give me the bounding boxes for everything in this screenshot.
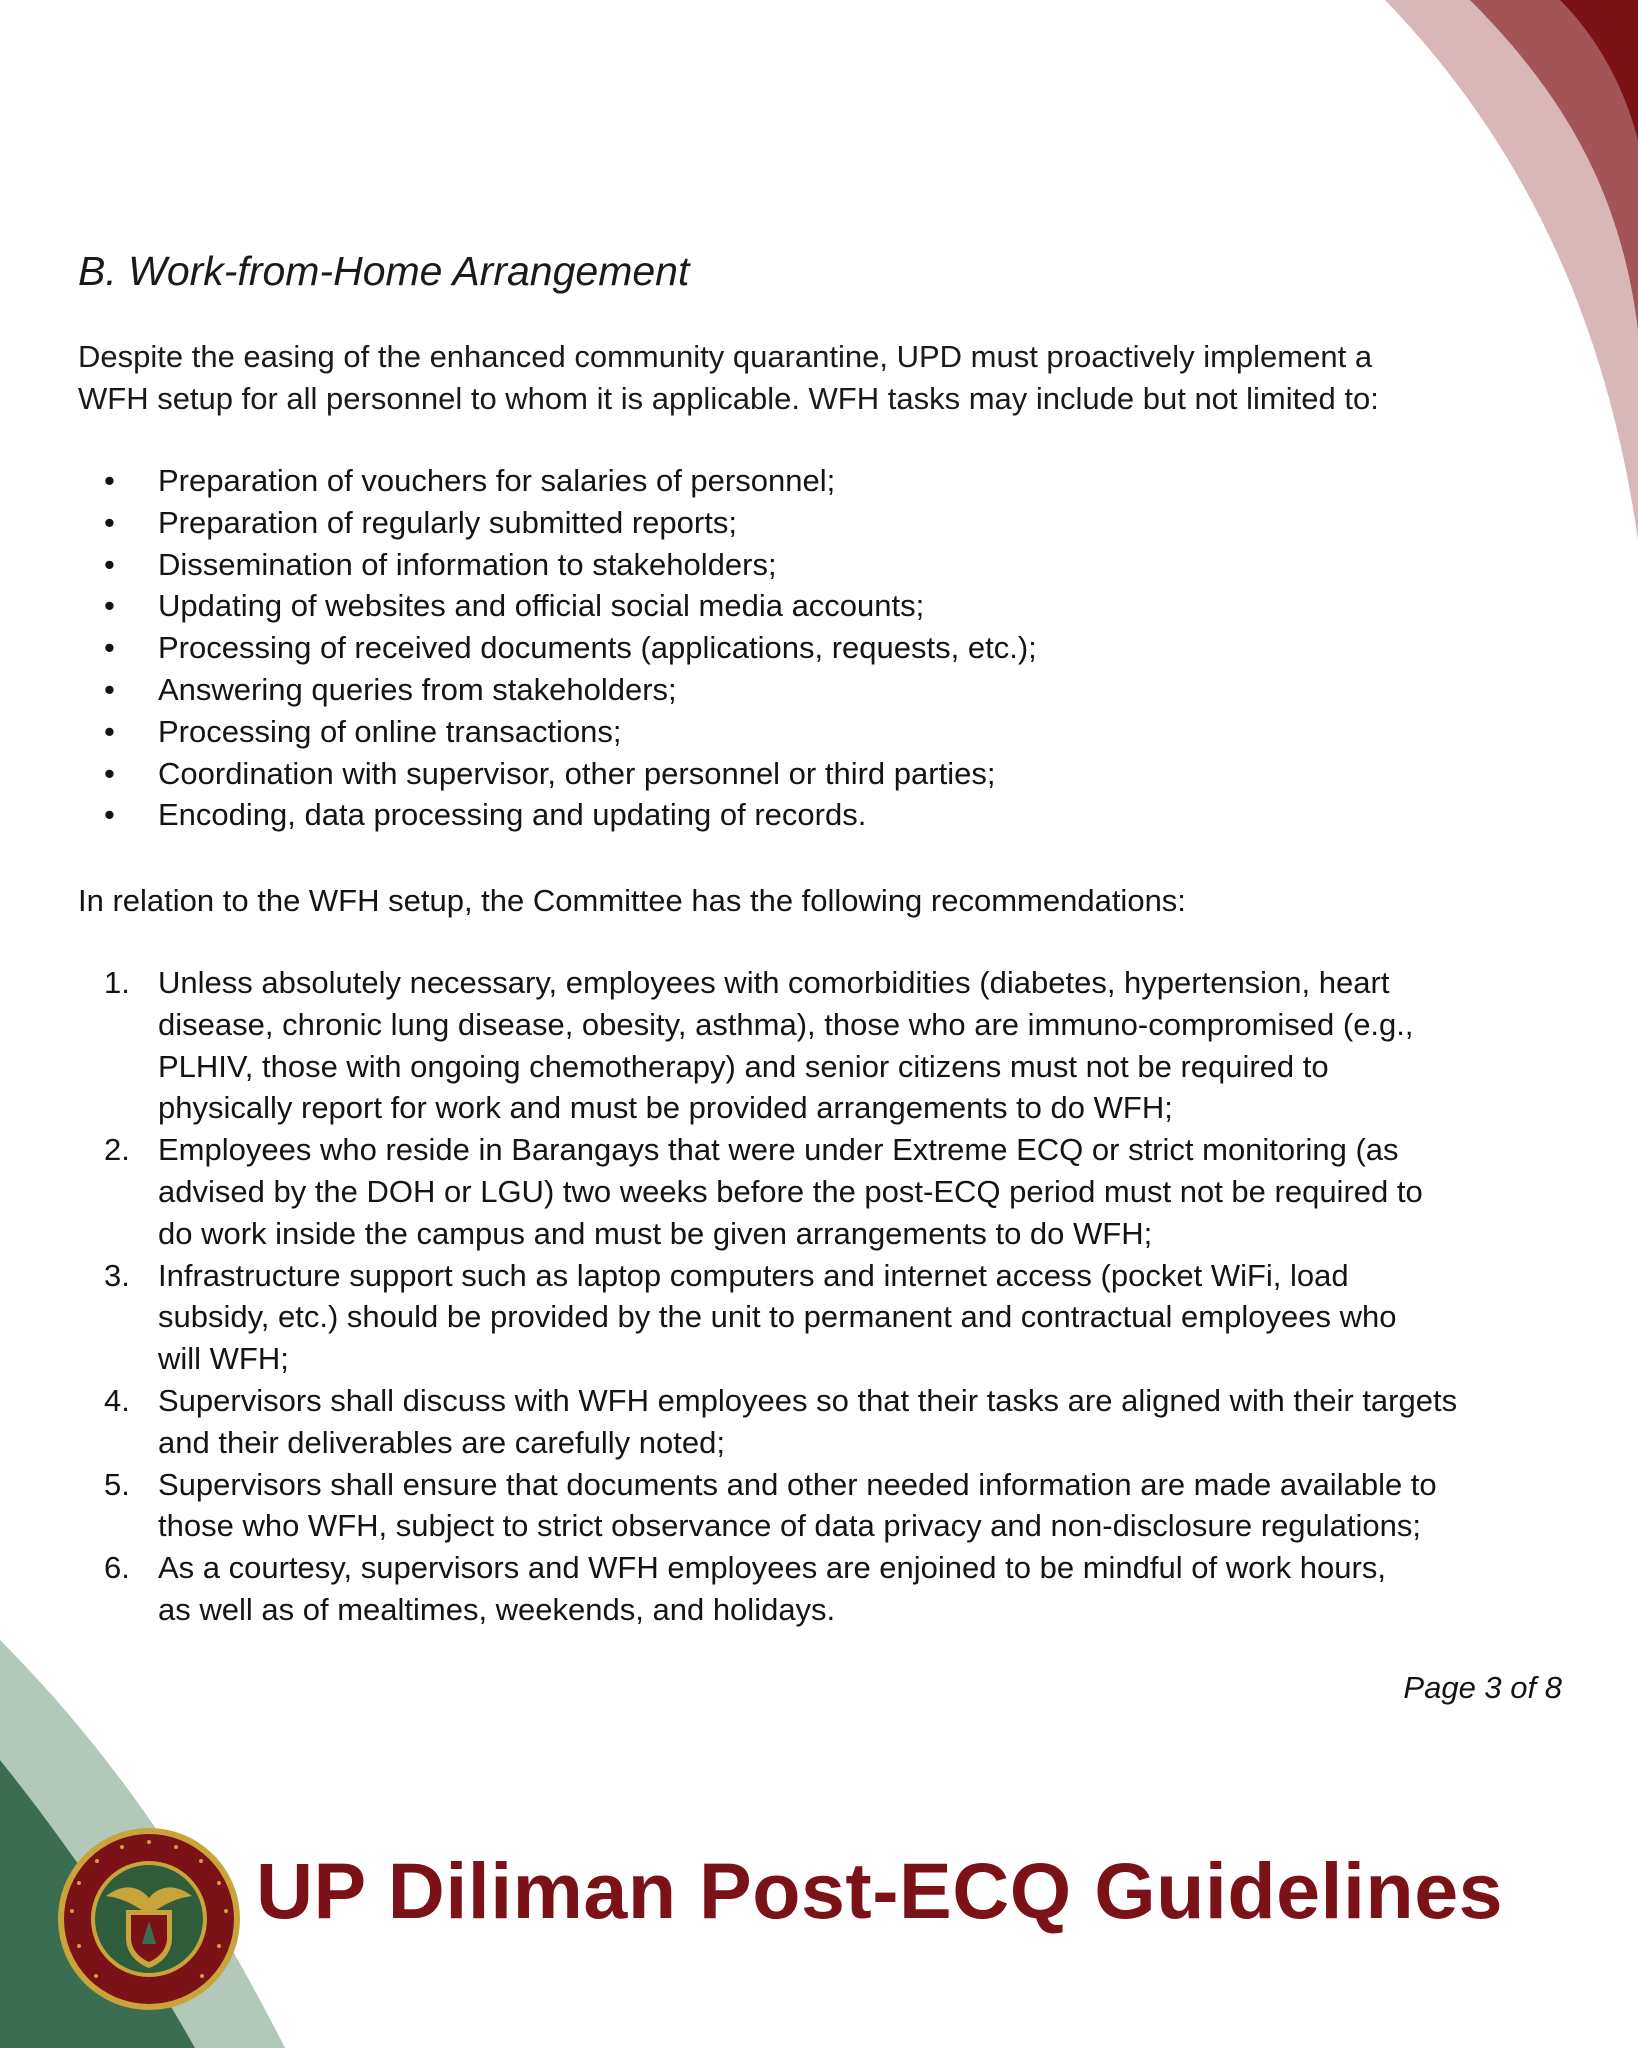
- list-item: [78, 544, 1037, 586]
- item-line: Employees who reside in Barangays that were under Extreme ECQ or strict monitoring (as: [158, 1132, 1399, 1168]
- recommendation-item: [78, 1255, 1457, 1380]
- list-item: [78, 502, 1037, 544]
- list-item-text: Encoding, data processing and updating of records.: [158, 797, 867, 833]
- item-line: Supervisors shall discuss with WFH employees so that their tasks are aligned with their targets: [158, 1382, 1458, 1418]
- item-line: Supervisors shall ensure that documents and other needed information are made available to: [158, 1466, 1437, 1502]
- item-number: 4.: [104, 1382, 130, 1418]
- bullet: •: [104, 588, 115, 624]
- list-item: [78, 585, 1037, 627]
- bullet: •: [104, 463, 115, 498]
- wfh-task-list: [78, 460, 1037, 836]
- recommendation-item: [78, 1464, 1457, 1548]
- intro-line: Despite the easing of the enhanced community quarantine, UPD must proactively implement a: [78, 339, 1373, 374]
- item-line: do work inside the campus and must be given arrangements to do WFH;: [158, 1215, 1153, 1251]
- list-item-text: Answering queries from stakeholders;: [158, 671, 677, 707]
- item-line: PLHIV, those with ongoing chemotherapy) and senior citizens must not be required to: [158, 1048, 1329, 1084]
- recommendation-item: [78, 1380, 1457, 1464]
- list-item-text: Processing of online transactions;: [158, 713, 622, 749]
- item-line: Unless absolutely necessary, employees with comorbidities (diabetes, hypertension, heart: [158, 965, 1390, 1000]
- list-item-text: Coordination with supervisor, other personnel or third parties;: [158, 755, 996, 791]
- bullet: •: [104, 797, 115, 833]
- page-number: Page 3 of 8: [1403, 1670, 1562, 1705]
- bullet: •: [104, 504, 115, 540]
- bullet: •: [104, 755, 115, 791]
- bullet: •: [104, 671, 115, 707]
- list-item-text: Preparation of regularly submitted reports;: [158, 504, 737, 540]
- recommendation-item: [78, 1129, 1457, 1254]
- document-title: UP Diliman Post-ECQ Guidelines: [256, 1846, 1504, 1935]
- recommendation-item: [78, 1547, 1457, 1631]
- intro-line: WFH setup for all personnel to whom it is applicable. WFH tasks may include but not limited to:: [78, 381, 1379, 416]
- list-item: [78, 711, 1037, 753]
- item-line: advised by the DOH or LGU) two weeks before the post-ECQ period must not be required to: [158, 1173, 1423, 1209]
- list-item: [78, 460, 1037, 502]
- item-number: 3.: [104, 1257, 130, 1293]
- bullet: •: [104, 630, 115, 666]
- item-line: and their deliverables are carefully noted;: [158, 1424, 725, 1460]
- item-line: will WFH;: [158, 1341, 289, 1377]
- item-number: 6.: [104, 1550, 130, 1586]
- university-seal-icon: [56, 1826, 242, 2012]
- recommendation-item: [78, 962, 1457, 1129]
- bullet: •: [104, 546, 115, 582]
- list-item-text: Preparation of vouchers for salaries of personnel;: [158, 463, 836, 498]
- recommendations-list: [78, 962, 1457, 1631]
- item-line: disease, chronic lung disease, obesity, asthma), those who are immuno-compromised (e.g.,: [158, 1006, 1414, 1042]
- item-number: 1.: [104, 965, 130, 1000]
- item-line: Infrastructure support such as laptop computers and internet access (pocket WiFi, load: [158, 1257, 1349, 1293]
- list-item-text: Processing of received documents (applications, requests, etc.);: [158, 630, 1037, 666]
- bullet: •: [104, 713, 115, 749]
- item-number: 2.: [104, 1132, 130, 1168]
- item-line: subsidy, etc.) should be provided by the unit to permanent and contractual employees who: [158, 1299, 1397, 1335]
- intro-paragraph: [78, 336, 1558, 420]
- item-line: As a courtesy, supervisors and WFH employees are enjoined to be mindful of work hours,: [158, 1550, 1386, 1586]
- list-item-text: Updating of websites and official social media accounts;: [158, 588, 925, 624]
- item-line: those who WFH, subject to strict observance of data privacy and non-disclosure regulations;: [158, 1508, 1422, 1544]
- list-item: [78, 627, 1037, 669]
- list-item: [78, 669, 1037, 711]
- item-line: physically report for work and must be provided arrangements to do WFH;: [158, 1090, 1173, 1126]
- item-number: 5.: [104, 1466, 130, 1502]
- section-heading: B. Work-from-Home Arrangement: [78, 248, 690, 294]
- item-line: as well as of mealtimes, weekends, and holidays.: [158, 1591, 836, 1627]
- list-item: [78, 794, 1037, 836]
- list-item: [78, 753, 1037, 795]
- list-item-text: Dissemination of information to stakeholders;: [158, 546, 777, 582]
- recommendations-intro: In relation to the WFH setup, the Committee has the following recommendations:: [78, 883, 1186, 918]
